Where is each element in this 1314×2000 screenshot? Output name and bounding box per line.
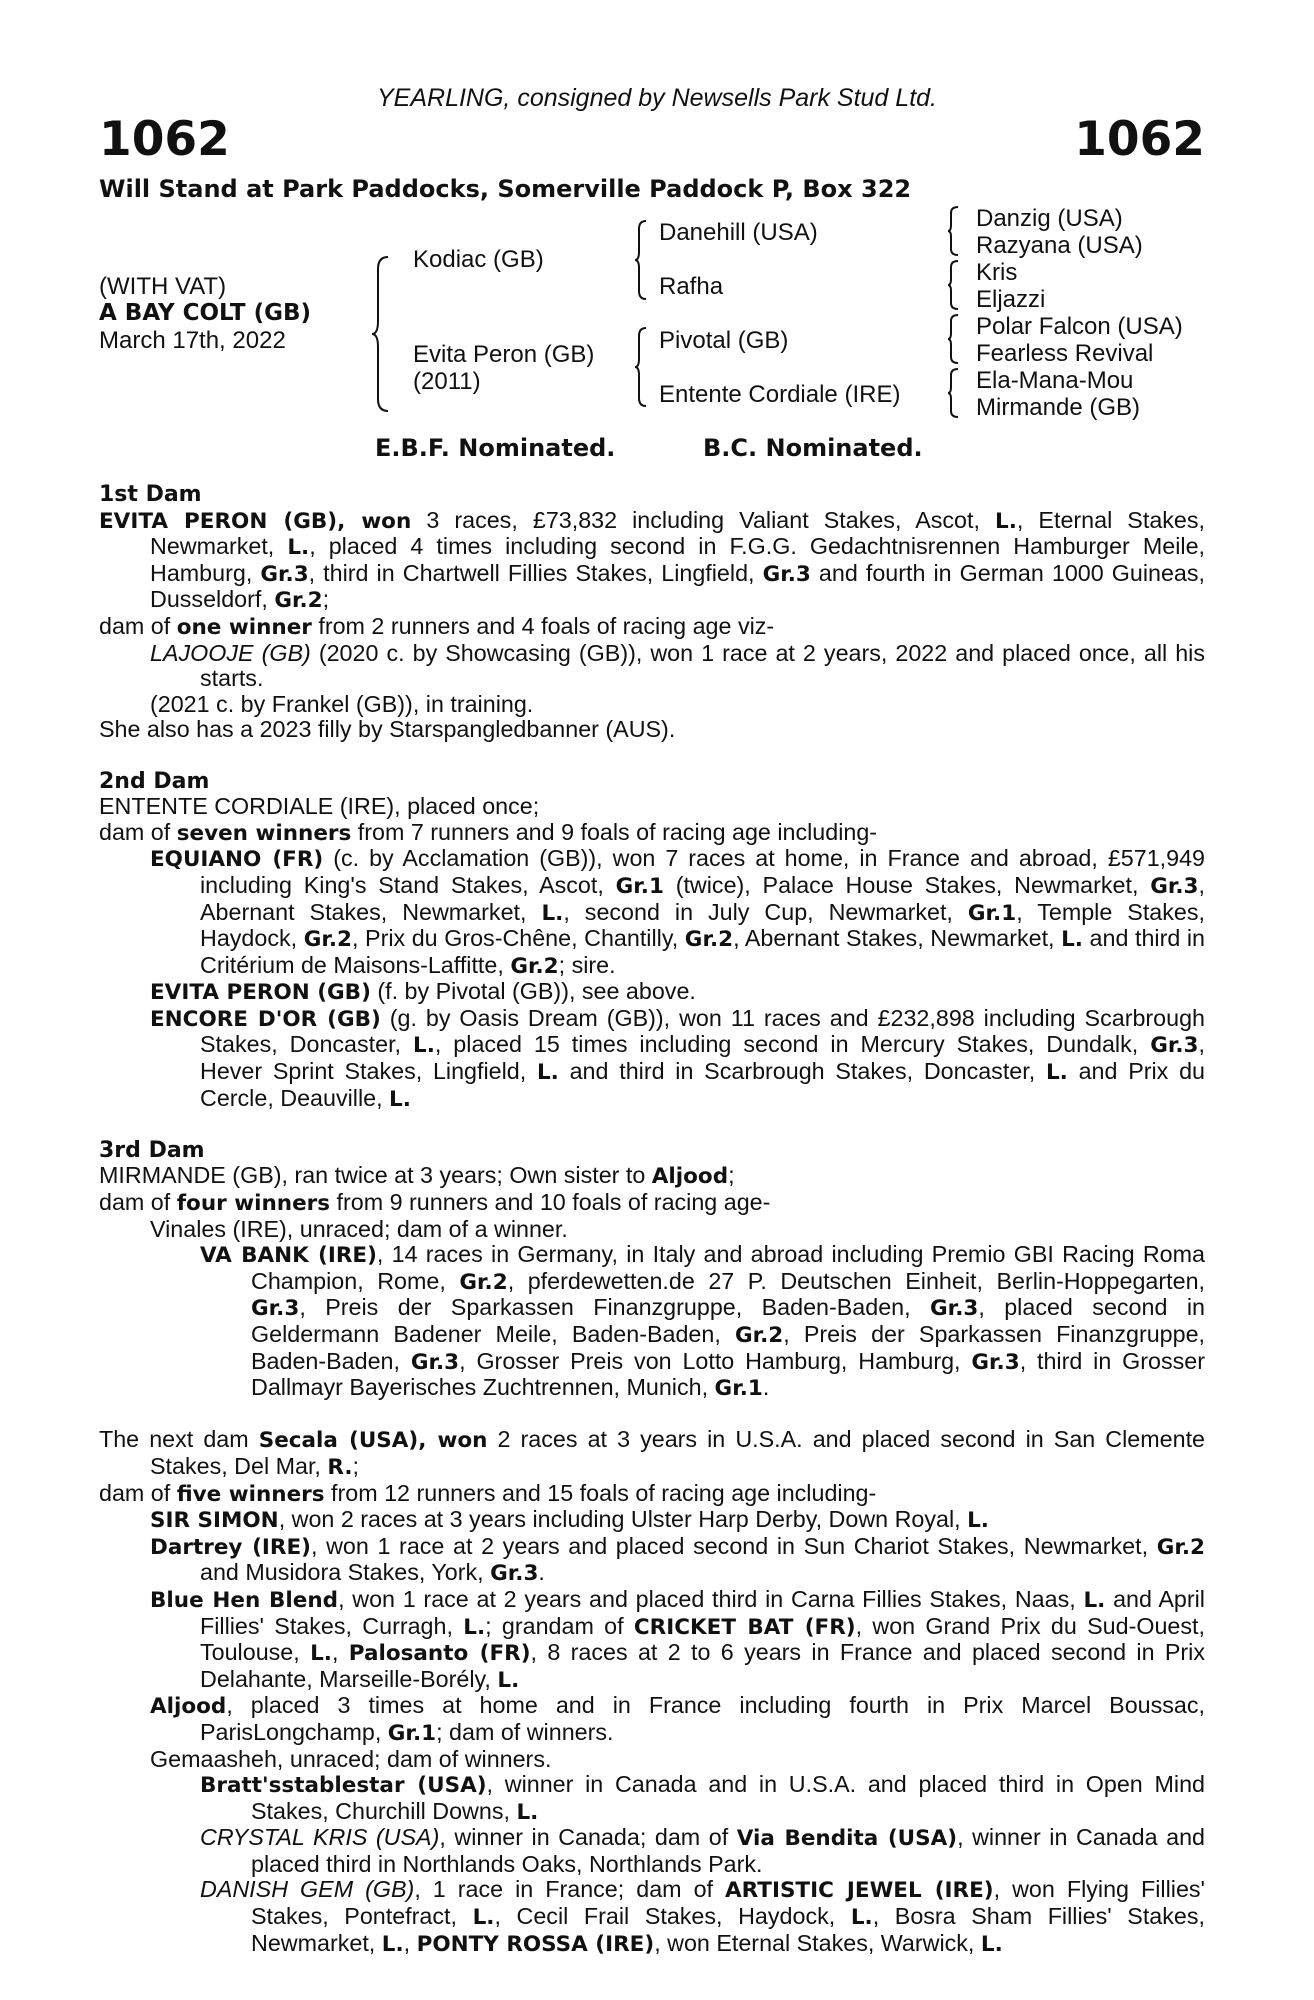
bold-run: SIR SIMON	[150, 1508, 279, 1534]
dam-foal-year: (2011)	[413, 368, 481, 395]
text-run: from 9 runners and 10 foals of racing age-	[330, 1189, 771, 1216]
text-run: , won 1 race at 2 years and placed second in Sun Chariot Stakes, Newmarket,	[310, 1532, 1157, 1559]
text-run: , Preis der Sparkassen Finanzgruppe, Baden-Baden,	[251, 1321, 1206, 1374]
text-run: , Bosra Sham Fillies' Stakes, Newmarket,	[251, 1903, 1205, 1956]
bold-run: CRICKET BAT (FR)	[633, 1614, 856, 1640]
bold-run: Gr.3	[410, 1349, 460, 1375]
produce-entry	[99, 1693, 1205, 1746]
bold-run: L.	[516, 1799, 539, 1825]
produce-entry	[99, 717, 1205, 743]
bold-run: L.	[980, 1931, 1003, 1957]
text-run: , winner in Canada; dam of	[439, 1824, 737, 1851]
text-run: , second in July Cup, Newmarket,	[563, 898, 968, 925]
produce-entry	[99, 508, 1205, 614]
text-run: 2 races at 3 years in U.S.A. and placed second in San Clemente Stakes, Del Mar,	[150, 1426, 1206, 1479]
bold-run: ARTISTIC JEWEL (IRE)	[725, 1878, 994, 1904]
gen3-brace-3	[946, 313, 960, 365]
sire-dam-name: Rafha	[659, 273, 724, 300]
bold-run: Via Bendita (USA)	[736, 1826, 958, 1852]
text-run: from 7 runners and 9 foals of racing age including-	[351, 818, 878, 845]
sire-name: Kodiac (GB)	[413, 246, 544, 273]
ancestor-kris: Kris	[976, 259, 1018, 286]
produce-entry	[99, 1427, 1205, 1480]
text-run: , Cecil Frail Stakes, Haydock,	[494, 1903, 851, 1930]
pedigree-section	[99, 1427, 1205, 1957]
produce-entry	[99, 1772, 1205, 1825]
produce-entry	[99, 1242, 1205, 1402]
text-run: , Grosser Preis von Lotto Hamburg, Hamburg,	[459, 1347, 972, 1374]
text-run: , placed 3 times at home and in France including fourth in Prix Marcel Boussac, ParisLongchamp,	[200, 1692, 1205, 1745]
text-run: ;	[352, 1452, 359, 1479]
italic-run: DANISH GEM (GB)	[200, 1876, 415, 1903]
bold-run: L.	[463, 1614, 486, 1640]
text-run: from 2 runners and 4 foals of racing age viz-	[311, 612, 775, 639]
bold-run: L.	[472, 1905, 495, 1931]
foaling-date: March 17th, 2022	[99, 327, 286, 354]
text-run: .	[538, 1559, 545, 1586]
bold-run: Gr.2	[459, 1269, 508, 1295]
text-run: ;	[322, 586, 330, 613]
text-run: ENTENTE CORDIALE (IRE), placed once;	[99, 793, 540, 820]
text-run: , won Grand Prix du Sud-Ouest, Toulouse,	[200, 1612, 1205, 1666]
text-run: , placed second in Geldermann Badener Meile, Baden-Baden,	[251, 1294, 1205, 1347]
bold-run: Gr.2	[1156, 1534, 1205, 1560]
dam-name: Evita Peron (GB)	[413, 341, 595, 368]
text-run: The next dam	[99, 1426, 259, 1453]
sire-sire-name: Danehill (USA)	[659, 219, 818, 246]
text-run: She also has a 2023 filly by Starspangledbanner (AUS).	[99, 716, 676, 743]
bold-run: Gr.2	[734, 1323, 784, 1348]
text-run: ; sire.	[558, 951, 616, 978]
text-run: and third in Critérium de Maisons-Laffitte,	[200, 925, 1205, 978]
bold-run: Gr.1	[967, 900, 1017, 926]
text-run: (g. by Oasis Dream (GB)), won 11 races and £232,898 including Scarbrough Stakes, Doncaster,	[200, 1004, 1205, 1058]
produce-entry	[99, 1825, 1205, 1877]
bold-run: four winners	[176, 1191, 331, 1217]
bold-run: Blue Hen Blend	[150, 1587, 339, 1613]
italic-run: CRYSTAL KRIS (USA)	[200, 1824, 440, 1851]
bold-run: Gr.1	[714, 1376, 763, 1402]
text-run: dam of	[99, 818, 177, 845]
produce-entry	[99, 1587, 1205, 1693]
produce-entry	[99, 979, 1205, 1006]
bold-run: seven winners	[176, 820, 352, 846]
bold-run: L.	[1061, 927, 1083, 953]
bold-run: Gr.3	[762, 561, 811, 587]
lot-number-right: 1062	[1074, 112, 1205, 167]
bold-run: Gr.3	[251, 1296, 300, 1322]
text-run: from 12 runners and 15 foals of racing age including-	[324, 1479, 877, 1506]
text-run: , 1 race in France; dam of	[414, 1876, 726, 1903]
bold-run: L.	[389, 1086, 411, 1112]
ancestor-razyana: Razyana (USA)	[976, 232, 1143, 259]
bold-run: Aljood	[150, 1694, 227, 1720]
sire-line-brace	[633, 219, 649, 301]
bold-run: L.	[1045, 1060, 1068, 1086]
text-run: , pferdewetten.de 27 P. Deutschen Einheit, Berlin-Hoppegarten,	[507, 1267, 1205, 1294]
produce-entry	[99, 1217, 1205, 1243]
ancestor-danzig: Danzig (USA)	[976, 205, 1123, 232]
bold-run: Gr.3	[930, 1296, 979, 1322]
text-run: , Preis der Sparkassen Finanzgruppe, Baden-Baden,	[299, 1294, 931, 1321]
ebf-nomination: E.B.F. Nominated.	[375, 434, 616, 462]
dam-dam-name: Entente Cordiale (IRE)	[659, 381, 901, 408]
bc-nomination: B.C. Nominated.	[703, 434, 923, 462]
bold-run: R.	[327, 1454, 353, 1480]
produce-entry	[99, 1534, 1205, 1587]
bold-run: Bratt'sstablestar (USA)	[200, 1773, 487, 1799]
bold-run: L.	[413, 1033, 435, 1059]
lot-number-left: 1062	[99, 112, 230, 167]
bold-run: Palosanto (FR)	[348, 1641, 531, 1667]
bold-run: Gr.3	[1150, 873, 1199, 899]
stand-location: Will Stand at Park Paddocks, Somerville Paddock P, Box 322	[99, 175, 912, 203]
section-gap	[99, 1402, 1205, 1428]
bold-run: Gr.1	[387, 1720, 437, 1746]
bold-run: Dartrey (IRE)	[150, 1534, 311, 1560]
text-run: MIRMANDE (GB), ran twice at 3 years; Own sister to	[99, 1162, 652, 1189]
text-run: (c. by Acclamation (GB)), won 7 races at home, in France and abroad, £571,949 including King's Stand Stakes, Ascot,	[200, 845, 1205, 898]
text-run: , placed 15 times including second in Mercury Stakes, Dundalk,	[434, 1031, 1151, 1058]
text-run: , Prix du Gros-Chêne, Chantilly,	[352, 925, 685, 952]
produce-entry	[99, 1877, 1205, 1957]
dam-line-brace	[633, 326, 649, 408]
bold-run: Gr.3	[490, 1561, 539, 1587]
text-run: , won 1 race at 2 years and placed third in Carna Fillies Stakes, Naas,	[338, 1585, 1084, 1612]
text-run: (twice), Palace House Stakes, Newmarket,	[663, 871, 1151, 898]
produce-entry	[99, 692, 1205, 718]
bold-run: one winner	[176, 614, 312, 640]
text-run: dam of	[99, 612, 177, 639]
section-heading: 3rd Dam	[99, 1137, 205, 1163]
bold-run: L.	[497, 1667, 520, 1693]
text-run: , Hever Sprint Stakes, Lingfield,	[200, 1031, 1205, 1085]
text-run: Vinales (IRE), unraced; dam of a winner.	[150, 1215, 568, 1242]
produce-entry	[99, 820, 1205, 847]
bold-run: L.	[995, 508, 1017, 534]
bold-run: L.	[310, 1641, 332, 1667]
text-run: 3 races, £73,832 including Valiant Stakes, Ascot,	[411, 506, 996, 533]
produce-entry	[99, 1163, 1205, 1190]
ancestor-eljazzi: Eljazzi	[976, 286, 1046, 313]
bold-run: five winners	[176, 1481, 325, 1507]
text-run: ; grandam of	[485, 1612, 634, 1639]
text-run: and third in Scarbrough Stakes, Doncaster,	[558, 1058, 1046, 1085]
text-run: , 14 races in Germany, in Italy and abroad including Premio GBI Racing Roma Champion, Rome,	[251, 1241, 1205, 1294]
bold-run: EVITA PERON (GB)	[150, 980, 371, 1006]
produce-entry	[99, 1190, 1205, 1217]
bold-run: EQUIANO (FR)	[150, 847, 324, 873]
text-run: (f. by Pivotal (GB)), see above.	[370, 978, 696, 1005]
bold-run: PONTY ROSSA (IRE)	[416, 1931, 655, 1957]
text-run: .	[762, 1374, 770, 1401]
bold-run: L.	[541, 900, 564, 926]
text-run: , 8 races at 2 to 6 years in France and placed second in Prix Delahante, Marseille-Borély,	[200, 1639, 1206, 1692]
produce-entry	[99, 1507, 1205, 1534]
text-run: , winner in Canada and placed third in Northlands Oaks, Northlands Park.	[251, 1824, 1205, 1877]
bold-run: Gr.2	[684, 927, 734, 953]
produce-entry	[99, 641, 1205, 692]
text-run: , third in Grosser Dallmayr Bayerisches Zuchtrennen, Munich,	[251, 1347, 1205, 1401]
bold-run: L.	[536, 1060, 559, 1086]
ancestor-polar-falcon: Polar Falcon (USA)	[976, 313, 1183, 340]
bold-run: L.	[287, 535, 310, 561]
section-gap	[99, 1112, 1205, 1138]
bold-run: Gr.3	[260, 561, 309, 587]
produce-entry	[99, 1747, 1205, 1773]
gen3-brace-2	[946, 259, 960, 311]
gen3-brace-4	[946, 367, 960, 419]
text-run: , third in Chartwell Fillies Stakes, Lingfield,	[308, 559, 763, 586]
vat-note: (WITH VAT)	[99, 273, 227, 300]
bold-run: Gr.1	[615, 873, 664, 899]
produce-entry	[99, 1006, 1205, 1112]
bold-run: Gr.2	[510, 953, 559, 979]
bold-run: L.	[850, 1905, 873, 1931]
text-run: ;	[728, 1162, 735, 1189]
horse-name: A BAY COLT (GB)	[99, 300, 312, 326]
catalogue-body	[99, 482, 1205, 1957]
produce-entry	[99, 614, 1205, 641]
bold-run: Gr.2	[303, 927, 352, 953]
section-gap	[99, 743, 1205, 769]
produce-entry	[99, 794, 1205, 820]
text-run: ,	[331, 1639, 349, 1666]
text-run: ,	[403, 1929, 417, 1956]
section-heading: 1st Dam	[99, 482, 202, 507]
ancestor-mirmande: Mirmande (GB)	[976, 394, 1141, 421]
gen3-brace-1	[946, 205, 960, 257]
text-run: (2021 c. by Frankel (GB)), in training.	[150, 690, 534, 717]
text-run: , placed 4 times including second in F.G.G. Gedachtnisrennen Hamburger Meile, Hamburg,	[150, 533, 1205, 586]
ancestor-fearless-revival: Fearless Revival	[976, 340, 1154, 367]
text-run: , Abernant Stakes, Newmarket,	[200, 871, 1205, 925]
bold-run: Gr.2	[274, 588, 323, 614]
pedigree-section	[99, 769, 1205, 1113]
text-run: and Prix du Cercle, Deauville,	[200, 1058, 1205, 1111]
text-run: and fourth in German 1000 Guineas, Dusseldorf,	[150, 559, 1206, 613]
bold-run: Secala (USA), won	[258, 1428, 488, 1454]
text-run: dam of	[99, 1189, 177, 1216]
produce-entry	[99, 1481, 1205, 1508]
produce-entry	[99, 846, 1205, 979]
text-run: ; dam of winners.	[436, 1718, 614, 1745]
bold-run: L.	[381, 1931, 404, 1957]
text-run: , won Eternal Stakes, Warwick,	[654, 1929, 981, 1956]
bold-run: EVITA PERON (GB), won	[99, 508, 412, 534]
text-run: , winner in Canada and in U.S.A. and placed third in Open Mind Stakes, Churchill Downs,	[251, 1771, 1205, 1824]
bold-run: L.	[967, 1508, 989, 1534]
pedigree-section	[99, 1138, 1205, 1402]
italic-run: LAJOOJE (GB)	[150, 639, 311, 666]
text-run: and Musidora Stakes, York,	[200, 1559, 491, 1586]
sire-dam-brace	[370, 255, 392, 413]
text-run: , Abernant Stakes, Newmarket,	[733, 925, 1062, 952]
bold-run: ENCORE D'OR (GB)	[150, 1006, 381, 1032]
bold-run: Gr.3	[1150, 1033, 1199, 1059]
bold-run: Gr.3	[971, 1349, 1020, 1375]
text-run: and April Fillies' Stakes, Curragh,	[200, 1585, 1205, 1639]
text-run: , won Flying Fillies' Stakes, Pontefract,	[251, 1876, 1205, 1930]
ancestor-ela-mana-mou: Ela-Mana-Mou	[976, 367, 1134, 394]
text-run: dam of	[99, 1479, 177, 1506]
bold-run: VA BANK (IRE)	[200, 1243, 377, 1269]
pedigree-section	[99, 482, 1205, 743]
text-run: Gemaasheh, unraced; dam of winners.	[150, 1745, 552, 1772]
text-run: , won 2 races at 3 years including Ulster Harp Derby, Down Royal,	[278, 1506, 968, 1533]
dam-sire-name: Pivotal (GB)	[659, 327, 789, 354]
text-run: , Temple Stakes, Haydock,	[200, 898, 1205, 952]
section-heading: 2nd Dam	[99, 768, 210, 794]
text-run: , Eternal Stakes, Newmarket,	[150, 506, 1206, 560]
bold-run: L.	[1083, 1587, 1106, 1613]
consignor-line: YEARLING, consigned by Newsells Park Stud Ltd.	[377, 84, 937, 112]
bold-run: Aljood	[651, 1164, 729, 1190]
text-run: (2020 c. by Showcasing (GB)), won 1 race at 2 years, 2022 and placed once, all his starts.	[200, 639, 1205, 692]
